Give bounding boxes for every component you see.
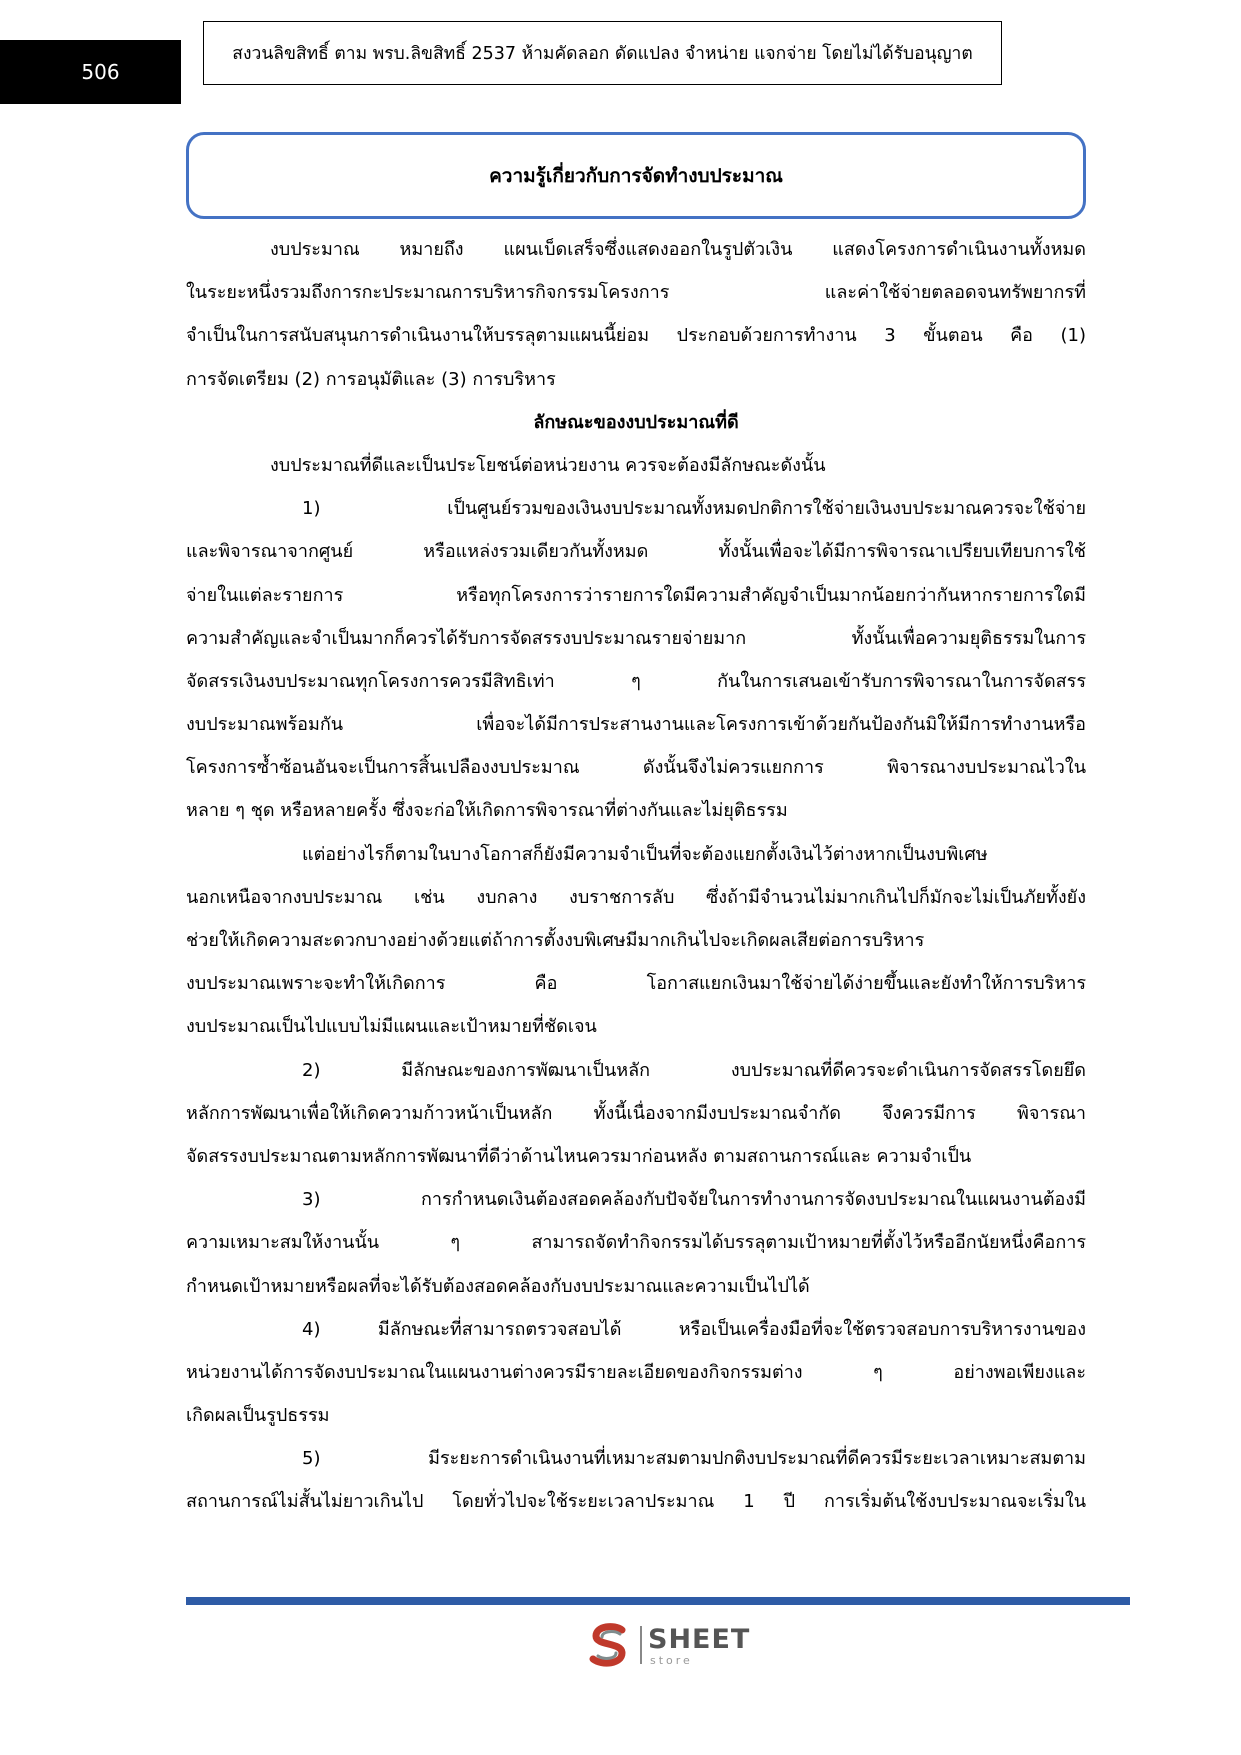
body-line: ความสำคัญและจำเป็นมากก็ควรได้รับการจัดสรรงบประมาณรายจ่ายมาก ทั้งนั้นเพื่อความยุติธรรมในการ (186, 627, 1086, 649)
body-line: ความเหมาะสมให้งานนั้น ๆ สามารถจัดทำกิจกรรมได้บรรลุตามเป้าหมายที่ตั้งไว้หรืออีกนัยหนึ่งคือการ (186, 1232, 1086, 1254)
logo-divider (640, 1626, 642, 1664)
body-line: 3) การกำหนดเงินต้องสอดคล้องกับปัจจัยในการทำงานการจัดงบประมาณในแผนงานต้องมี (302, 1189, 1086, 1211)
body-line: เกิดผลเป็นรูปธรรม (186, 1405, 330, 1427)
body-line: โครงการซ้ำซ้อนอันจะเป็นการสิ้นเปลืองงบประมาณ ดังนั้นจึงไม่ควรแยกการ พิจารณางบประมาณไวใน (186, 757, 1086, 779)
section-title-box (186, 132, 1086, 219)
body-line: งบประมาณเพราะจะทำให้เกิดการ คือ โอกาสแยกเงินมาใช้จ่ายได้ง่ายขึ้นและยังทำให้การบริหาร (186, 973, 1086, 995)
body-line: นอกเหนือจากงบประมาณ เช่น งบกลาง งบราชการลับ ซึ่งถ้ามีจำนวนไม่มากเกินไปก็มักจะไม่เป็นภัยทั้งยัง (186, 886, 1086, 908)
footer-divider-bar (186, 1597, 1130, 1605)
body-line: ช่วยให้เกิดความสะดวกบางอย่างด้วยแต่ถ้าการตั้งงบพิเศษมีมากเกินไปจะเกิดผลเสียต่อการบริหาร (186, 930, 925, 951)
section-title: ความรู้เกี่ยวกับการจัดทำงบประมาณ (489, 164, 783, 187)
body-line: 2) มีลักษณะของการพัฒนาเป็นหลัก งบประมาณที่ดีควรจะดำเนินการจัดสรรโดยยึด (302, 1059, 1086, 1081)
body-line: งบประมาณเป็นไปแบบไม่มีแผนและเป้าหมายที่ชัดเจน (186, 1016, 597, 1038)
body-line: งบประมาณที่ดีและเป็นประโยชน์ต่อหน่วยงาน ควรจะต้องมีลักษณะดังนั้น (270, 454, 826, 476)
body-line: สถานการณ์ไม่สั้นไม่ยาวเกินไป โดยทั่วไปจะใช้ระยะเวลาประมาณ 1 ปี การเริ่มต้นใช้งบประมาณจะเริ่มใน (186, 1491, 1086, 1513)
body-line: งบประมาณพร้อมกัน เพื่อจะได้มีการประสานงานและโครงการเข้าด้วยกันป้องกันมิให้มีการทำงานหรือ (186, 714, 1086, 736)
body-line: จ่ายในแต่ละรายการ หรือทุกโครงการว่ารายการใดมีความสำคัญจำเป็นมากน้อยกว่ากันหากรายการใดมี (186, 584, 1086, 606)
body-line: และพิจารณาจากศูนย์ หรือแหล่งรวมเดียวกันทั้งหมด ทั้งนั้นเพื่อจะได้มีการพิจารณาเปรียบเทียบการใช้ (186, 541, 1086, 563)
body-line: หน่วยงานได้การจัดงบประมาณในแผนงานต่างควรมีรายละเอียดของกิจกรรมต่าง ๆ อย่างพอเพียงและ (186, 1361, 1086, 1383)
page-number (0, 40, 181, 104)
section-heading: ลักษณะของงบประมาณที่ดี (533, 411, 739, 433)
logo-text: SHEET (648, 1624, 751, 1655)
copyright-text: สงวนลิขสิทธิ์ ตาม พรบ.ลิขสิทธิ์ 2537 ห้ามคัดลอก ดัดแปลง จำหน่าย แจกจ่าย โดยไม่ได้รับอนุญาต (232, 44, 973, 64)
body-line: จำเป็นในการสนับสนุนการดำเนินงานให้บรรลุตามแผนนี้ย่อม ประกอบด้วยการทำงาน 3 ขั้นตอน คือ (1) (186, 325, 1086, 347)
sheet-store-logo (584, 1620, 754, 1670)
body-line: 1) เป็นศูนย์รวมของเงินงบประมาณทั้งหมดปกติการใช้จ่ายเงินงบประมาณควรจะใช้จ่าย (302, 498, 1086, 520)
logo-subtext: store (650, 1654, 693, 1667)
document-body (186, 228, 1086, 1524)
body-line: การจัดเตรียม (2) การอนุมัติและ (3) การบริหาร (186, 368, 556, 390)
body-line: กำหนดเป้าหมายหรือผลที่จะได้รับต้องสอดคล้องกับงบประมาณและความเป็นไปได้ (186, 1275, 810, 1297)
body-line: แต่อย่างไรก็ตามในบางโอกาสก็ยังมีความจำเป็นที่จะต้องแยกตั้งเงินไว้ต่างหากเป็นงบพิเศษ (302, 843, 988, 865)
copyright-notice (203, 21, 1002, 85)
body-line: จัดสรรงบประมาณตามหลักการพัฒนาที่ดีว่าด้านไหนควรมาก่อนหลัง ตามสถานการณ์และ ความจำเป็น (186, 1145, 972, 1167)
body-line: 4) มีลักษณะที่สามารถตรวจสอบได้ หรือเป็นเครื่องมือที่จะใช้ตรวจสอบการบริหารงานของ (302, 1318, 1086, 1340)
page-number-text: 506 (81, 60, 120, 84)
body-line: 5) มีระยะการดำเนินงานที่เหมาะสมตามปกติงบประมาณที่ดีควรมีระยะเวลาเหมาะสมตาม (302, 1448, 1086, 1470)
body-line: หลักการพัฒนาเพื่อให้เกิดความก้าวหน้าเป็นหลัก ทั้งนี้เนื่องจากมีงบประมาณจำกัด จึงควรมีการ พิจารณา (186, 1102, 1086, 1124)
body-line: งบประมาณ หมายถึง แผนเบ็ดเสร็จซึ่งแสดงออกในรูปตัวเงิน แสดงโครงการดำเนินงานทั้งหมด (270, 239, 1086, 260)
body-line: จัดสรรเงินงบประมาณทุกโครงการควรมีสิทธิเท่า ๆ กันในการเสนอเข้ารับการพิจารณาในการจัดสรร (186, 670, 1086, 692)
body-line: ในระยะหนึ่งรวมถึงการกะประมาณการบริหารกิจกรรมโครงการ และค่าใช้จ่ายตลอดจนทรัพยากรที่ (186, 282, 1086, 304)
sheet-store-logo-icon (584, 1620, 634, 1670)
body-line: หลาย ๆ ชุด หรือหลายครั้ง ซึ่งจะก่อให้เกิดการพิจารณาที่ต่างกันและไม่ยุติธรรม (186, 800, 788, 822)
